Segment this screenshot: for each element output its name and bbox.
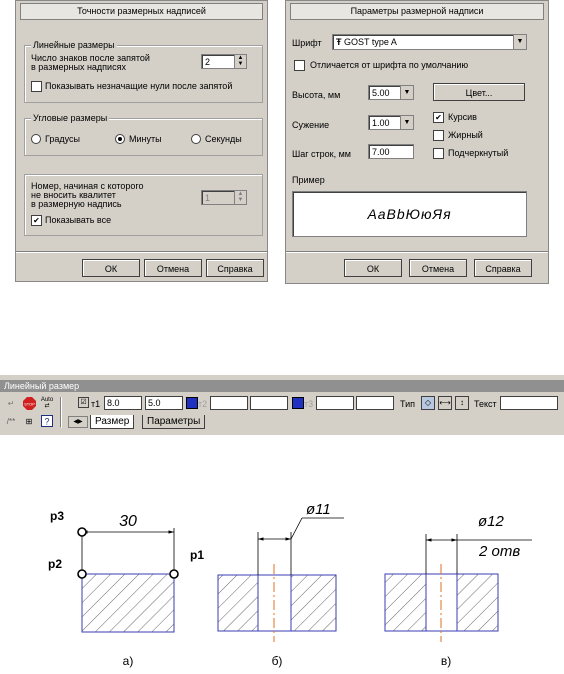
narrowing-label: Сужение <box>292 120 330 130</box>
qualitet-label-3: в размерную надпись <box>31 199 122 209</box>
tab-size[interactable]: Размер <box>90 415 134 429</box>
italic-label: Курсив <box>448 112 477 122</box>
digits-label-2: в размерных надписях <box>31 62 126 72</box>
qualitet-input[interactable] <box>201 190 247 205</box>
linear-group-label: Линейные размеры <box>33 40 115 50</box>
point-p3 <box>78 528 86 536</box>
radio-seconds-label: Секунды <box>205 134 242 144</box>
field-y1[interactable]: 5.0 <box>145 396 183 410</box>
drawing-b <box>218 501 344 668</box>
dlg1-help-button[interactable]: Справка <box>206 259 264 277</box>
dialog2-separator <box>286 251 548 253</box>
t3-label: т3 <box>304 399 314 409</box>
show-all-label: Показывать все <box>45 215 112 225</box>
params-icon[interactable]: /** <box>6 417 16 426</box>
angular-group <box>24 113 263 156</box>
radio-degrees-label: Градусы <box>45 134 80 144</box>
digits-value: 2 <box>205 57 211 67</box>
chevron-down-icon[interactable]: ▼ <box>513 35 526 49</box>
narrowing-value: 1.00 <box>372 118 390 128</box>
tab-scroll-icon[interactable]: ◀▶ <box>68 416 88 428</box>
point-p2 <box>78 570 86 578</box>
label-p1: p1 <box>190 548 205 562</box>
drawing-c <box>385 513 532 668</box>
caption-a: а) <box>122 654 134 668</box>
radio-degrees[interactable] <box>31 134 41 144</box>
radio-minutes-label: Минуты <box>129 134 162 144</box>
label-p3: p3 <box>50 509 65 523</box>
radio-minutes[interactable] <box>115 134 125 144</box>
text-field[interactable] <box>500 396 558 410</box>
digits-label-1: Число знаков после запятой <box>31 53 150 63</box>
t2-label: т2 <box>198 399 208 409</box>
dim-parallel-icon[interactable]: ⟷ <box>438 396 452 410</box>
height-select[interactable] <box>368 85 414 100</box>
precision-dialog-title: Точности размерных надписей <box>20 3 263 20</box>
field-x3[interactable] <box>316 396 354 410</box>
tab-params[interactable]: Параметры <box>142 415 205 429</box>
height-chevron-down-icon[interactable]: ▼ <box>400 86 413 99</box>
dlg2-ok-button[interactable]: ОК <box>344 259 402 277</box>
help-icon[interactable] <box>40 415 54 428</box>
line-step-label: Шаг строк, мм <box>292 149 351 159</box>
qualitet-value: 1 <box>205 193 211 203</box>
sample-box <box>292 191 527 237</box>
point-t3-icon[interactable] <box>292 397 304 409</box>
dim-text-c: ø12 <box>478 513 504 530</box>
differs-checkbox[interactable] <box>294 60 305 71</box>
dim-horizontal-icon[interactable]: ◇ <box>421 396 435 410</box>
label-p2: p2 <box>48 557 63 571</box>
auto-icon[interactable]: Auto ⇄ <box>40 397 54 409</box>
digits-spinner[interactable]: ▲ ▼ <box>234 55 246 68</box>
dim-text-a: 30 <box>119 513 137 530</box>
dim-vertical-icon[interactable]: ↕ <box>455 396 469 410</box>
font-value: GOST type A <box>344 37 397 47</box>
stop-icon[interactable] <box>22 397 36 410</box>
svg-text:STOP: STOP <box>23 401 35 407</box>
italic-checkbox[interactable]: ✔ <box>433 112 444 123</box>
bold-checkbox[interactable] <box>433 130 444 141</box>
narrowing-select[interactable] <box>368 115 414 130</box>
field-y3[interactable] <box>356 396 394 410</box>
enter-icon[interactable]: ↵ <box>7 399 15 408</box>
qualitet-label-2: не вносить квалитет <box>31 190 116 200</box>
differs-label: Отличается от шрифта по умолчанию <box>310 60 469 70</box>
height-value: 5.00 <box>372 88 390 98</box>
drawings-canvas <box>0 444 564 674</box>
svg-text:?: ? <box>44 416 50 427</box>
height-label: Высота, мм <box>292 90 341 100</box>
underline-checkbox[interactable] <box>433 148 444 159</box>
leader-b <box>291 518 302 539</box>
dlg2-cancel-button[interactable]: Отмена <box>409 259 467 277</box>
t1-label: т1 <box>91 399 101 409</box>
show-zeros-label: Показывать незначащие нули после запятой <box>45 81 233 91</box>
dlg1-ok-button[interactable]: ОК <box>82 259 140 277</box>
show-all-checkbox[interactable]: ✔ <box>31 215 42 226</box>
underline-label: Подчеркнутый <box>448 148 509 158</box>
field-x2[interactable] <box>210 396 248 410</box>
bold-label: Жирный <box>448 130 483 140</box>
text-label: Текст <box>474 399 497 409</box>
linear-group <box>24 40 263 103</box>
font-label: Шрифт <box>292 38 322 48</box>
sample-text: АаВbЮюЯя <box>367 206 452 222</box>
dlg2-help-button[interactable]: Справка <box>474 259 532 277</box>
line-step-input[interactable] <box>368 144 414 159</box>
narrowing-chevron-down-icon[interactable]: ▼ <box>400 116 413 129</box>
field-y2[interactable] <box>250 396 288 410</box>
drawing-a <box>48 509 204 668</box>
toolbar-title: Линейный размер <box>0 380 564 392</box>
toolbar-separator <box>60 397 62 428</box>
field-x1[interactable]: 8.0 <box>104 396 142 410</box>
linear-dimension-toolbar <box>0 375 564 435</box>
point-t2-icon[interactable] <box>186 397 198 409</box>
angular-group-label: Угловые размеры <box>33 113 108 123</box>
qualitet-group <box>24 174 263 236</box>
point-p1 <box>170 570 178 578</box>
radio-seconds[interactable] <box>191 134 201 144</box>
dim-label-dialog <box>285 0 549 284</box>
part-a-outline <box>82 574 174 632</box>
sample-label: Пример <box>292 175 325 185</box>
caption-c: в) <box>440 654 452 668</box>
note-text-c: 2 отв <box>479 543 521 560</box>
type-label: Тип <box>400 399 416 409</box>
grid-icon[interactable]: ⊞ <box>25 417 33 426</box>
line-step-value: 7.00 <box>372 147 390 157</box>
dim-text-b: ø11 <box>306 501 331 518</box>
precision-dialog <box>15 0 268 282</box>
dim-label-dialog-title: Параметры размерной надписи <box>290 3 544 20</box>
font-type-icon: Ŧ <box>336 37 342 47</box>
font-select[interactable] <box>332 34 527 50</box>
qualitet-label-1: Номер, начиная с которого <box>31 181 144 191</box>
color-button[interactable]: Цвет... <box>433 83 525 101</box>
caption-b: б) <box>271 654 283 668</box>
show-zeros-checkbox[interactable] <box>31 81 42 92</box>
point-t1-icon[interactable]: ☑ <box>78 397 89 408</box>
dlg1-cancel-button[interactable]: Отмена <box>144 259 202 277</box>
dialog1-separator <box>16 251 267 253</box>
digits-input[interactable] <box>201 54 247 69</box>
qualitet-spinner[interactable]: ▲ ▼ <box>234 191 246 204</box>
